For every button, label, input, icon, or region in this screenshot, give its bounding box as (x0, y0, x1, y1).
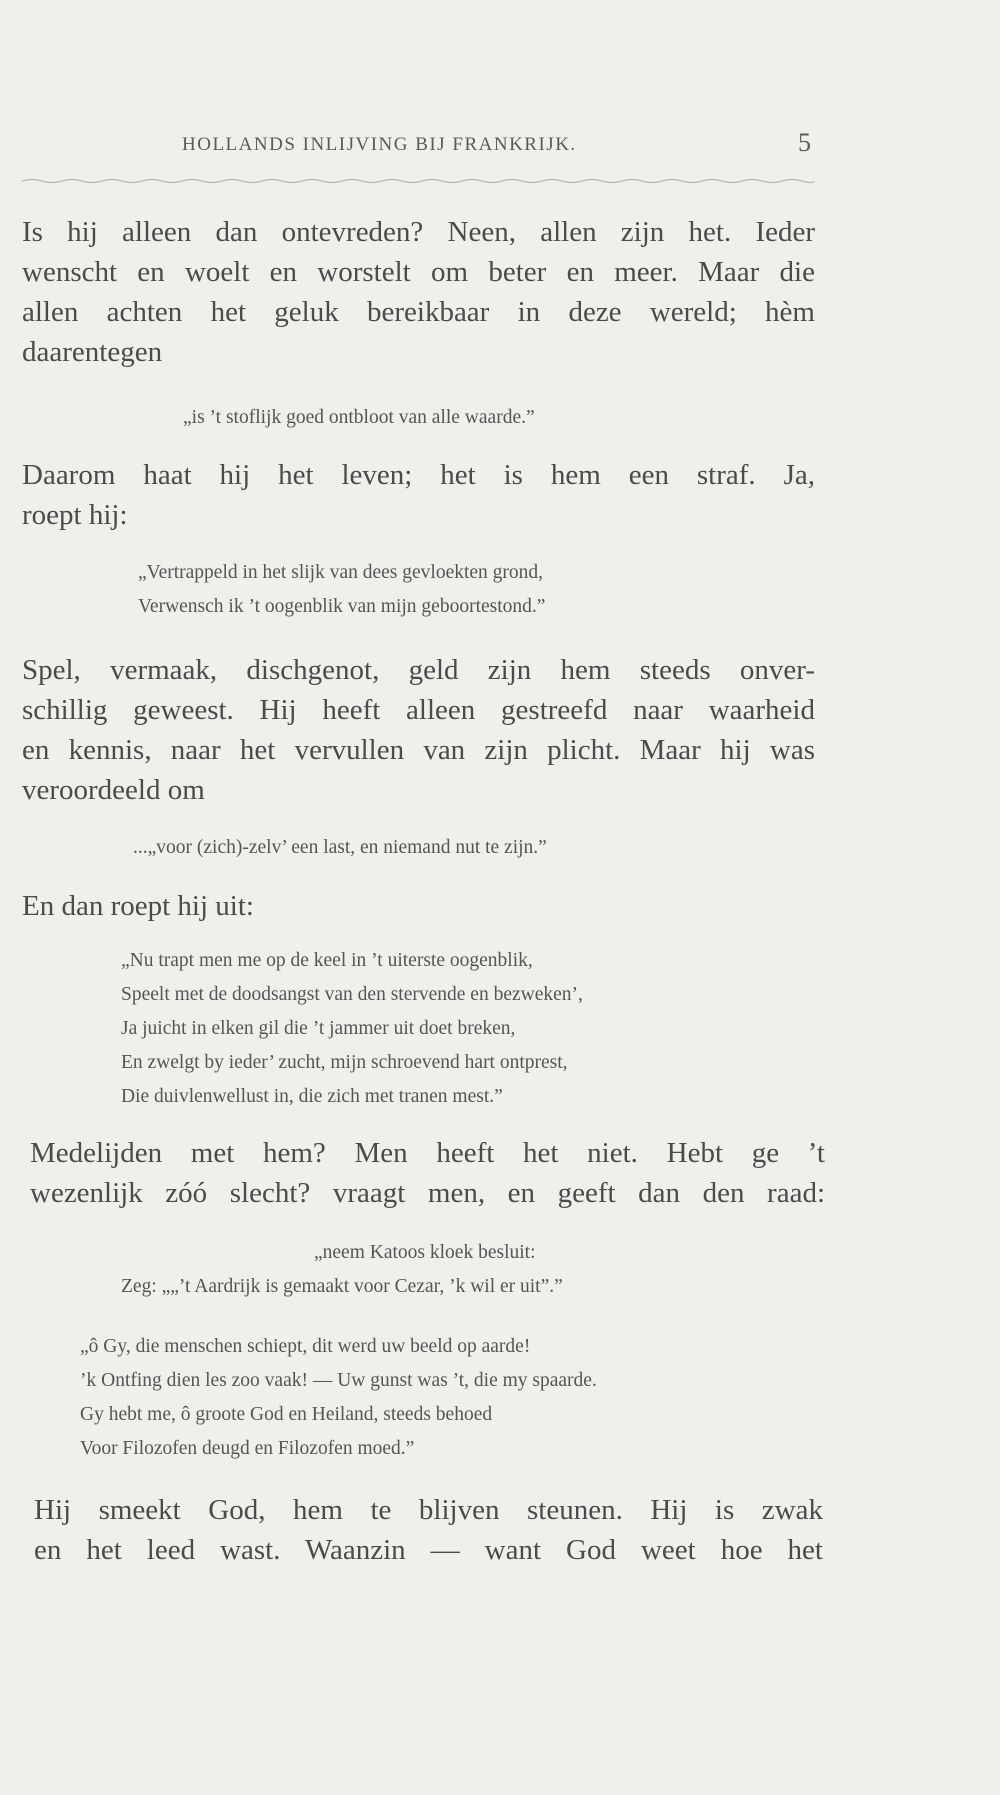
text-line: Hij smeekt God, hem te blijven steunen. Hij is zwak (34, 1494, 823, 1526)
verse-line: En zwelgt by ieder’ zucht, mijn schroevend hart ontprest, (121, 1052, 568, 1073)
text-line: wezenlijk zóó slecht? vraagt men, en geeft dan den raad: (30, 1177, 825, 1209)
text-line: Medelijden met hem? Men heeft het niet. Hebt ge ’t (30, 1137, 825, 1169)
text-line: veroordeeld om (22, 774, 205, 806)
verse-line: „is ’t stoflijk goed ontbloot van alle waarde.” (183, 407, 535, 428)
verse-line: Voor Filozofen deugd en Filozofen moed.” (80, 1438, 415, 1459)
text-line: schillig geweest. Hij heeft alleen gestreefd naar waarheid (22, 694, 815, 726)
paragraph (34, 1490, 823, 1570)
page-number: 5 (798, 128, 811, 157)
quotation (80, 1330, 597, 1466)
quotation (133, 831, 547, 865)
paragraph (22, 455, 815, 535)
text-line: allen achten het geluk bereikbaar in deze wereld; hèm (22, 296, 815, 328)
text-line: wenscht en woelt en worstelt om beter en meer. Maar die (22, 256, 815, 288)
verse-line: „ô Gy, die menschen schiept, dit werd uw beeld op aarde! (80, 1336, 531, 1357)
verse-line: Zeg: „„’t Aardrijk is gemaakt voor Cezar, ’k wil er uit”.” (121, 1276, 563, 1297)
text-line: daarentegen (22, 336, 163, 368)
verse-line: „neem Katoos kloek besluit: (314, 1242, 536, 1263)
paragraph (22, 650, 815, 810)
quotation (121, 944, 583, 1114)
quotation (183, 401, 535, 435)
verse-line: „Nu trapt men me op de keel in ’t uiterste oogenblik, (121, 950, 533, 971)
text-line: en het leed wast. Waanzin — want God weet hoe het (34, 1534, 823, 1566)
verse-line: Gy hebt me, ô groote God en Heiland, steeds behoed (80, 1404, 493, 1425)
text-line: En dan roept hij uit: (22, 890, 254, 922)
verse-line: ’k Ontfing dien les zoo vaak! — Uw gunst was ’t, die my spaarde. (80, 1370, 597, 1391)
paragraph (30, 1133, 825, 1213)
quotation (121, 1236, 563, 1304)
header-rule (22, 178, 815, 184)
page-header (22, 128, 815, 168)
text-line: en kennis, naar het vervullen van zijn plicht. Maar hij was (22, 734, 815, 766)
verse-line: „Vertrappeld in het slijk van dees gevloekten grond, (138, 562, 544, 583)
verse-line: Verwensch ik ’t oogenblik van mijn geboortestond.” (138, 596, 546, 617)
verse-line: Ja juicht in elken gil die ’t jammer uit doet breken, (121, 1018, 516, 1039)
quotation (138, 556, 545, 624)
verse-line: Die duivlenwellust in, die zich met tranen mest.” (121, 1086, 503, 1107)
verse-line: ...„voor (zich)-zelv’ een last, en niemand nut te zijn.” (133, 837, 547, 858)
verse-line: Speelt met de doodsangst van den stervende en bezweken’, (121, 984, 583, 1005)
text-line: roept hij: (22, 499, 128, 531)
text-line: Spel, vermaak, dischgenot, geld zijn hem steeds onver- (22, 654, 815, 686)
text-line: Daarom haat hij het leven; het is hem een straf. Ja, (22, 459, 815, 491)
text-line: Is hij alleen dan ontevreden? Neen, allen zijn het. Ieder (22, 216, 815, 248)
running-title: HOLLANDS INLIJVING BIJ FRANKRIJK. (182, 134, 577, 155)
paragraph (22, 212, 815, 372)
paragraph (22, 886, 815, 926)
